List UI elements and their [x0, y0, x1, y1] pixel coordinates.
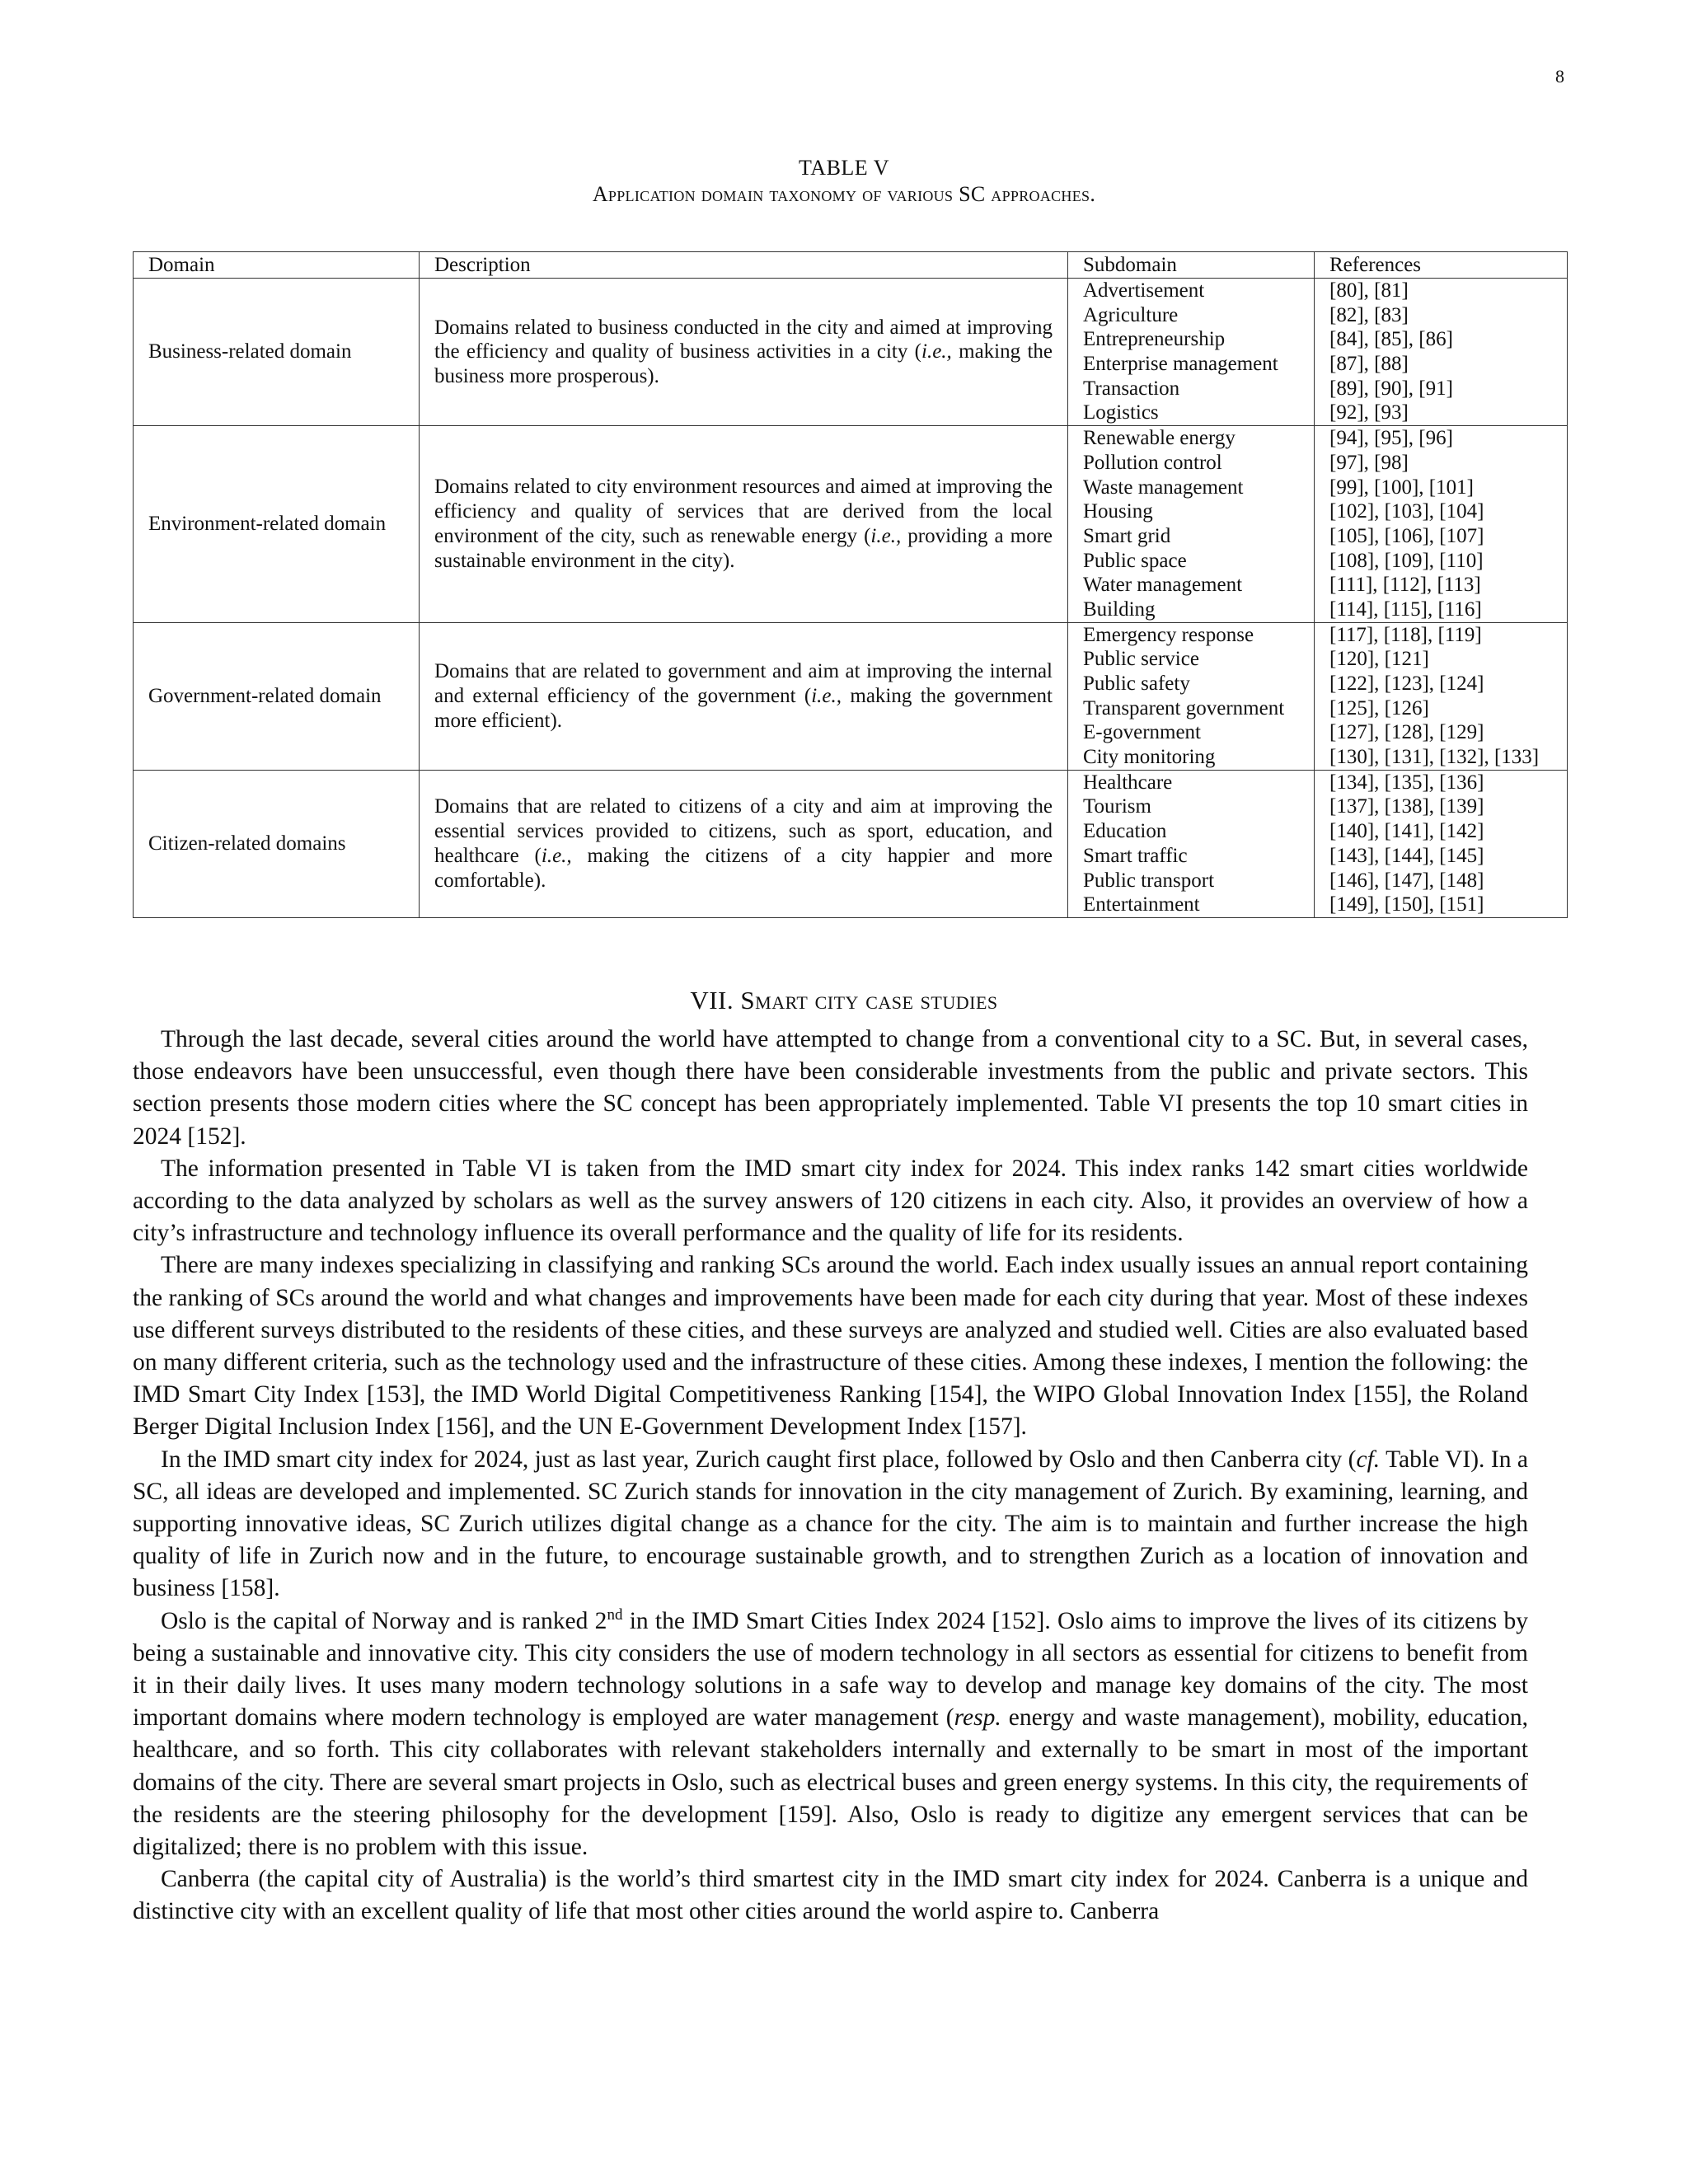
subdomain-item: Pollution control: [1083, 451, 1222, 474]
text-run: The information presented in Table VI is taken from the IMD smart city index for 2024. This index ranks 142 smart cities worldwide according to the data analyzed by scholars as well as the survey answers of 120 citizens in each city. Also, it provides an overview of how a city’s infrastructure and technology influence its overall performance and the quality of life for its residents.: [133, 1155, 1528, 1247]
section-heading: [0, 986, 1688, 1015]
paragraph: [133, 1024, 1528, 1153]
italic-text: i.e.,: [921, 340, 952, 363]
domain-cell: Government-related domain: [134, 622, 420, 770]
reference-item: [140], [141], [142]: [1329, 820, 1484, 843]
paragraph: [133, 1863, 1528, 1928]
page-number: 8: [1555, 66, 1564, 87]
text-run: making the government more efficient).: [434, 684, 1053, 732]
reference-item: [102], [103], [104]: [1329, 500, 1484, 523]
subdomain-item: Entrepreneurship: [1083, 328, 1226, 351]
references-cell: [1315, 770, 1568, 917]
reference-item: [80], [81]: [1329, 279, 1409, 302]
subdomain-item: Smart grid: [1083, 524, 1171, 547]
reference-item: [117], [118], [119]: [1329, 623, 1482, 646]
table-number: TABLE V: [799, 156, 889, 180]
table-caption: [0, 155, 1688, 208]
domain-cell: Business-related domain: [134, 279, 420, 426]
italic-text: i.e.,: [541, 844, 572, 867]
description-cell: [420, 622, 1068, 770]
text-run: Domains related to city environment resources and aimed at improving the efficiency and quality of services that are derived from the local environment of the city, such as renewable energy (: [434, 476, 1053, 547]
subdomain-item: Agriculture: [1083, 303, 1179, 326]
subdomain-item: Transparent government: [1083, 696, 1285, 719]
paragraph: [133, 1605, 1528, 1864]
text-run: Domains that are related to citizens of a city and aim at improving the essential services provided to citizens, such as sport, education, and healthcare (: [434, 795, 1053, 867]
reference-item: [89], [90], [91]: [1329, 377, 1453, 400]
table-row: [134, 770, 1568, 917]
description-cell: [420, 279, 1068, 426]
subdomain-item: Public transport: [1083, 869, 1215, 892]
subdomain-item: Building: [1083, 598, 1156, 621]
italic-text: cf.: [1356, 1446, 1381, 1473]
section-number: VII.: [690, 986, 734, 1015]
reference-item: [134], [135], [136]: [1329, 771, 1484, 794]
subdomain-item: Water management: [1083, 574, 1243, 597]
subdomain-item: E-government: [1083, 721, 1202, 744]
reference-item: [114], [115], [116]: [1329, 598, 1482, 621]
reference-item: [105], [106], [107]: [1329, 524, 1484, 547]
paragraph: [133, 1249, 1528, 1443]
italic-text: i.e.,: [811, 684, 842, 707]
references-cell: [1315, 426, 1568, 623]
reference-item: [94], [95], [96]: [1329, 427, 1453, 450]
reference-item: [122], [123], [124]: [1329, 673, 1484, 695]
superscript: nd: [607, 1605, 623, 1624]
subdomain-item: Waste management: [1083, 476, 1244, 499]
header-subdomain: Subdomain: [1068, 252, 1315, 279]
subdomain-item: Public space: [1083, 549, 1187, 572]
reference-item: [84], [85], [86]: [1329, 328, 1453, 351]
subdomain-item: Advertisement: [1083, 279, 1205, 302]
header-description: Description: [420, 252, 1068, 279]
description-cell: [420, 426, 1068, 623]
reference-item: [97], [98]: [1329, 451, 1409, 474]
text-run: Domains related to business conducted in the city and aimed at improving the efficiency and quality of business activities in a city (: [434, 316, 1053, 363]
text-run: providing a more sustainable environment in the city).: [434, 524, 1053, 572]
description-cell: [420, 770, 1068, 917]
subdomain-item: Public safety: [1083, 673, 1190, 695]
subdomain-item: Healthcare: [1083, 771, 1173, 794]
text-run: Oslo is the capital of Norway and is ranked 2: [161, 1607, 607, 1634]
reference-item: [130], [131], [132], [133]: [1329, 746, 1540, 769]
reference-item: [111], [112], [113]: [1329, 574, 1481, 597]
text-run: making the citizens of a city happier and more comfortable).: [434, 844, 1053, 892]
subdomain-item: Smart traffic: [1083, 844, 1188, 867]
body-text: [133, 1024, 1528, 1929]
subdomain-item: City monitoring: [1083, 746, 1216, 769]
reference-item: [82], [83]: [1329, 303, 1409, 326]
text-run: Canberra (the capital city of Australia) is the world’s third smartest city in the IMD smart city index for 2024. Canberra is a unique and distinctive city with an excellent quality of life that most other cities around the world aspire to. Canberra: [133, 1866, 1528, 1925]
reference-item: [146], [147], [148]: [1329, 869, 1484, 892]
reference-item: [127], [128], [129]: [1329, 721, 1484, 744]
reference-item: [108], [109], [110]: [1329, 549, 1484, 572]
text-run: In the IMD smart city index for 2024, just as last year, Zurich caught first place, followed by Oslo and then Canberra city (: [161, 1446, 1357, 1473]
subdomain-cell: [1068, 279, 1315, 426]
paragraph: [133, 1153, 1528, 1250]
reference-item: [125], [126]: [1329, 696, 1429, 719]
subdomain-item: Enterprise management: [1083, 353, 1278, 376]
paragraph: [133, 1444, 1528, 1605]
header-domain: Domain: [134, 252, 420, 279]
reference-item: [87], [88]: [1329, 353, 1409, 376]
reference-item: [92], [93]: [1329, 401, 1409, 424]
reference-item: [137], [138], [139]: [1329, 795, 1484, 818]
text-run: making the business more prosperous).: [434, 340, 1053, 387]
table-row: [134, 279, 1568, 426]
table-row: [134, 426, 1568, 623]
section-title: Smart city case studies: [740, 986, 998, 1015]
subdomain-item: Tourism: [1083, 795, 1151, 818]
subdomain-item: Entertainment: [1083, 893, 1200, 916]
text-run: Through the last decade, several cities around the world have attempted to change from a conventional city to a SC. But, in several cases, those endeavors have been unsuccessful, even though there have been considerable investments from the public and private sectors. This section presents those modern cities where the SC concept has been appropriately implemented. Table VI presents the top 10 smart cities in 2024 [152].: [133, 1026, 1528, 1150]
subdomain-item: Renewable energy: [1083, 427, 1236, 450]
domain-cell: Environment-related domain: [134, 426, 420, 623]
text-run: There are many indexes specializing in classifying and ranking SCs around the world. Each index usually issues an annual report containing the ranking of SCs around the world and what changes and improvements have been made for each city during that year. Most of these indexes use different surveys distributed to the residents of these cities, and these surveys are analyzed and studied well. Cities are also evaluated based on many different criteria, such as the technology used and the infrastructure of these cities. Among these indexes, I mention the following: the IMD Smart City Index [153], the IMD World Digital Competitiveness Ranking [154], the WIPO Global Innovation Index [155], the Roland Berger Digital Inclusion Index [156], and the UN E-Government Development Index [157].: [133, 1252, 1528, 1441]
subdomain-item: Education: [1083, 820, 1167, 843]
subdomain-item: Transaction: [1083, 377, 1180, 400]
text-run: in the IMD Smart Cities Index 2024 [152]. Oslo aims to improve the lives of its citizens by being a sustainable and innovative city. This city considers the use of modern technology in all sectors as essential for citizens to benefit from it in their daily lives. It uses many modern technology solutions in a safe way to develop and manage key domains of the city. The most important domains where modern technology is employed are water management (: [133, 1607, 1528, 1732]
reference-item: [120], [121]: [1329, 648, 1429, 671]
italic-text: i.e.,: [870, 524, 902, 547]
subdomain-item: Housing: [1083, 500, 1153, 523]
subdomain-item: Public service: [1083, 648, 1199, 671]
subdomain-cell: [1068, 622, 1315, 770]
reference-item: [149], [150], [151]: [1329, 893, 1484, 916]
italic-text: resp.: [954, 1704, 1001, 1732]
reference-item: [143], [144], [145]: [1329, 844, 1484, 867]
table-row: [134, 622, 1568, 770]
reference-item: [99], [100], [101]: [1329, 476, 1474, 499]
domain-cell: Citizen-related domains: [134, 770, 420, 917]
references-cell: [1315, 279, 1568, 426]
table-header-row: [134, 252, 1568, 279]
subdomain-cell: [1068, 770, 1315, 917]
domain-taxonomy-table: [133, 251, 1568, 918]
text-run: Domains that are related to government and aim at improving the internal and external efficiency of the government (: [434, 660, 1053, 707]
subdomain-item: Emergency response: [1083, 623, 1254, 646]
table-title: Application domain taxonomy of various SC approaches.: [592, 182, 1096, 206]
subdomain-item: Logistics: [1083, 401, 1159, 424]
subdomain-cell: [1068, 426, 1315, 623]
text-run: Table VI). In a SC, all ideas are developed and implemented. SC Zurich stands for innovation in the city management of Zurich. By examining, learning, and supporting innovative ideas, SC Zurich utilizes digital change as a chance for the city. The aim is to maintain and further increase the high quality of life in Zurich now and in the future, to encourage sustainable growth, and to strengthen Zurich as a location of innovation and business [158].: [133, 1446, 1529, 1602]
text-run: energy and waste management), mobility, education, healthcare, and so forth. This city collaborates with relevant stakeholders internally and externally to be smart in most of the important domains of the city. There are several smart projects in Oslo, such as electrical buses and green energy systems. In this city, the requirements of the residents are the steering philosophy for the development [159]. Also, Oslo is ready to digitize any emergent services that can be digitalized; there is no problem with this issue.: [133, 1704, 1528, 1861]
header-references: References: [1315, 252, 1568, 279]
references-cell: [1315, 622, 1568, 770]
